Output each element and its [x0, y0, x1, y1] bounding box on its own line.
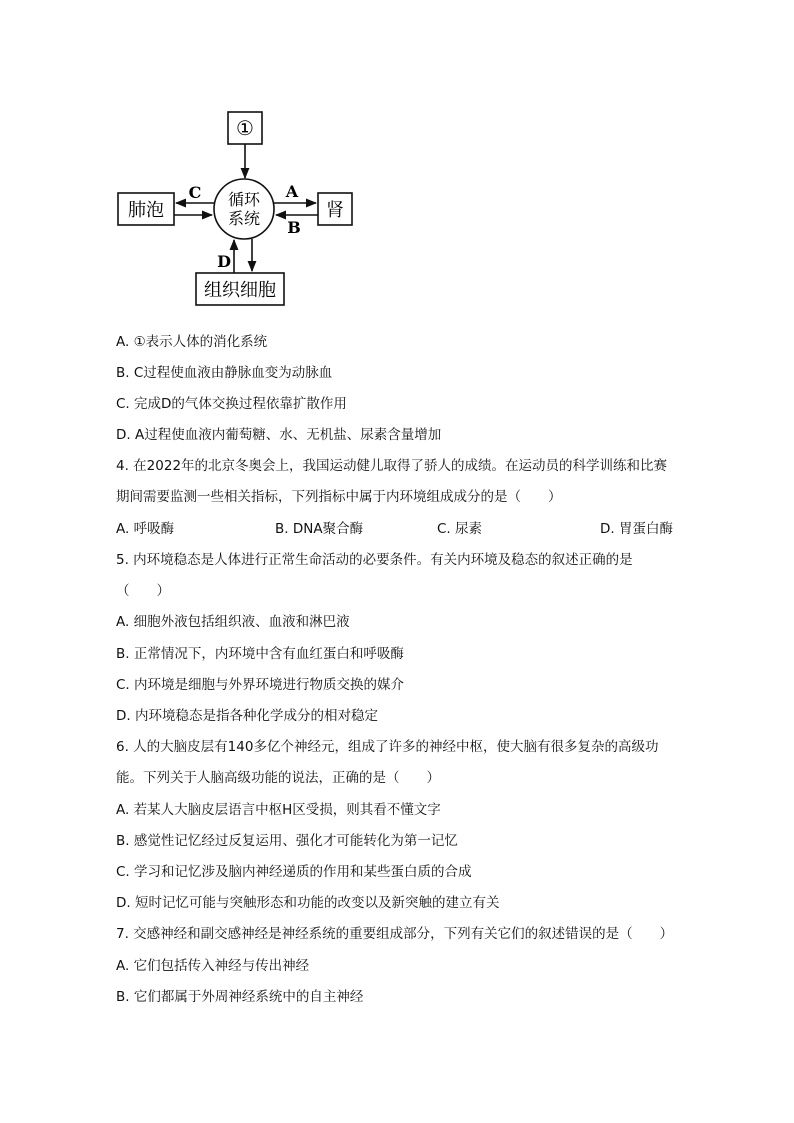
label-d: D [217, 252, 231, 271]
label-c: C [188, 183, 202, 202]
q4-options-row [116, 520, 696, 538]
q6-option-b: B. 感觉性记忆经过反复运用、强化才可能转化为第一记忆 [116, 833, 458, 849]
node-tissue-cells-label: 组织细胞 [204, 280, 276, 301]
q5-option-a: A. 细胞外液包括组织液、血液和淋巴液 [116, 614, 350, 630]
q6-stem-line1: 6. 人的大脑皮层有140多亿个神经元，组成了许多的神经中枢，使大脑有很多复杂的高级功 [116, 739, 659, 755]
q4-option-d: D. 胃蛋白酶 [600, 521, 673, 537]
label-b: B [287, 218, 301, 237]
circulation-diagram [110, 105, 370, 310]
node-top-label: ① [236, 116, 254, 140]
q7-option-b: B. 它们都属于外周神经系统中的自主神经 [116, 989, 364, 1005]
q5-stem-line2: （ ） [116, 583, 170, 599]
center-label-line2: 系统 [227, 209, 261, 228]
q6-option-a: A. 若某人大脑皮层语言中枢H区受损，则其看不懂文字 [116, 802, 441, 818]
q5-option-d: D. 内环境稳态是指各种化学成分的相对稳定 [116, 708, 378, 724]
node-kidney-label: 肾 [326, 200, 344, 221]
q6-stem-line2: 能。下列关于人脑高级功能的说法，正确的是（ ） [116, 770, 440, 786]
q4-option-a: A. 呼吸酶 [116, 521, 175, 537]
q3-option-a: A. ①表示人体的消化系统 [116, 334, 268, 350]
q4-option-b: B. DNA聚合酶 [275, 521, 364, 537]
q5-stem-line1: 5. 内环境稳态是人体进行正常生命活动的必要条件。有关内环境及稳态的叙述正确的是 [116, 552, 633, 568]
q6-option-d: D. 短时记忆可能与突触形态和功能的改变以及新突触的建立有关 [116, 895, 500, 911]
q3-option-d: D. A过程使血液内葡萄糖、水、无机盐、尿素含量增加 [116, 427, 442, 443]
q6-option-c: C. 学习和记忆涉及脑内神经递质的作用和某些蛋白质的合成 [116, 864, 472, 880]
q5-option-c: C. 内环境是细胞与外界环境进行物质交换的媒介 [116, 677, 405, 693]
q3-option-b: B. C过程使血液由静脉血变为动脉血 [116, 365, 333, 381]
q4-stem-line1: 4. 在2022年的北京冬奥会上，我国运动健儿取得了骄人的成绩。在运动员的科学训练和比赛 [116, 458, 668, 474]
node-alveoli-label: 肺泡 [128, 200, 164, 221]
q7-option-a: A. 它们包括传入神经与传出神经 [116, 958, 310, 974]
label-a: A [285, 182, 299, 201]
q7-stem-line1: 7. 交感神经和副交感神经是神经系统的重要组成部分，下列有关它们的叙述错误的是（ ） [116, 926, 674, 942]
q4-stem-line2: 期间需要监测一些相关指标，下列指标中属于内环境组成成分的是（ ） [116, 489, 562, 505]
q5-option-b: B. 正常情况下，内环境中含有血红蛋白和呼吸酶 [116, 646, 404, 662]
center-label-line1: 循环 [227, 190, 261, 209]
q4-option-c: C. 尿素 [437, 521, 483, 537]
q3-option-c: C. 完成D的气体交换过程依靠扩散作用 [116, 396, 347, 412]
